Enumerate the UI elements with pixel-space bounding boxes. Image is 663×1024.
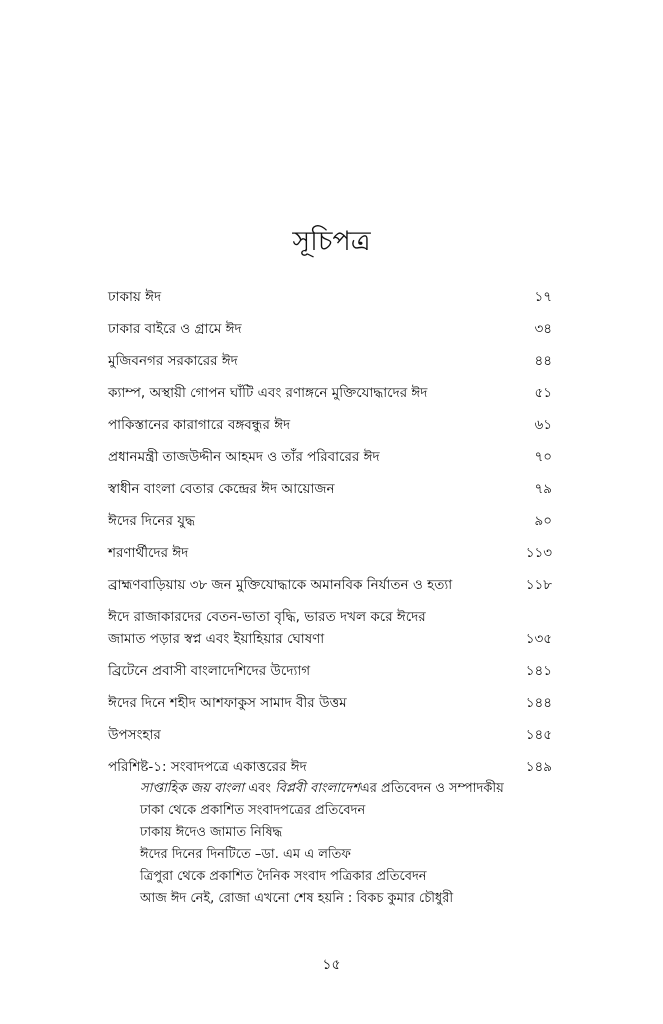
toc-entry-page: ১১৮ xyxy=(525,577,552,593)
toc-entry-title: ক্যাম্প, অস্থায়ী গোপন ঘাঁটি এবং রণাঙ্গনে মুক্তিযোদ্ধাদের ঈদ xyxy=(108,385,428,401)
table-of-contents xyxy=(108,286,552,910)
toc-entry-page: ১৪১ xyxy=(525,663,552,679)
toc-entry xyxy=(108,724,552,746)
toc-entry xyxy=(108,510,552,532)
appendix-conjunction: এবং xyxy=(244,781,276,796)
appendix-item-text: এর প্রতিবেদন ও সম্পাদকীয় xyxy=(359,781,504,796)
toc-entry-page: ৬১ xyxy=(534,417,552,433)
toc-entry-title: পরিশিষ্ট-১: সংবাদপত্রে একাত্তরের ঈদ xyxy=(108,759,307,775)
toc-entry-page: ৪৪ xyxy=(534,353,552,369)
appendix-item: ত্রিপুরা থেকে প্রকাশিত দৈনিক সংবাদ পত্রিকার প্রতিবেদন xyxy=(140,869,427,884)
page-title: সূচিপত্র xyxy=(292,226,371,257)
toc-entry-page: ১৪৯ xyxy=(525,759,552,775)
toc-entry xyxy=(108,606,552,650)
toc-entry-page: ১৭ xyxy=(534,289,552,305)
toc-entry xyxy=(108,574,552,596)
toc-entry-title: শরণার্থীদের ঈদ xyxy=(108,545,189,561)
toc-entry-title xyxy=(108,606,552,650)
publication-title: বিপ্লবী বাংলাদেশ xyxy=(275,781,360,796)
toc-entry xyxy=(108,660,552,682)
toc-entry xyxy=(108,318,552,340)
appendix-item: ঢাকায় ঈদেও জামাত নিষিদ্ধ xyxy=(140,825,283,840)
toc-entry xyxy=(108,478,552,500)
page-number: ১৫ xyxy=(322,957,341,973)
toc-entry-title: ঢাকায় ঈদ xyxy=(108,289,162,305)
toc-entry-title-line: ঈদে রাজাকারদের বেতন-ভাতা বৃদ্ধি, ভারত দখল করে ঈদের xyxy=(108,609,426,625)
toc-entry-page: ৯০ xyxy=(534,513,552,529)
appendix-item xyxy=(140,778,552,800)
toc-entry-title: প্রধানমন্ত্রী তাজউদ্দীন আহমদ ও তাঁর পরিবারের ঈদ xyxy=(108,449,380,465)
toc-entry-page: ৫১ xyxy=(534,385,552,401)
toc-entry-page: ৭০ xyxy=(534,449,552,465)
toc-entry xyxy=(108,542,552,564)
toc-entry-title: ব্রাহ্মণবাড়িয়ায় ৩৮ জন মুক্তিযোদ্ধাকে অমানবিক নির্যাতন ও হত্যা xyxy=(108,577,453,593)
toc-entry-title-line: জামাত পড়ার স্বপ্ন এবং ইয়াহিয়ার ঘোষণা xyxy=(108,631,325,647)
toc-entry-title: মুজিবনগর সরকারের ঈদ xyxy=(108,353,238,369)
toc-entry-page: ১৪৪ xyxy=(525,695,552,711)
appendix-item: আজ ঈদ নেই, রোজা এখনো শেষ হয়নি : বিকচ কুমার চৌধুরী xyxy=(140,891,454,906)
toc-entry xyxy=(108,414,552,436)
appendix-item: ঈদের দিনের দিনটিতে –ডা. এম এ লতিফ xyxy=(140,847,351,862)
toc-entry xyxy=(108,350,552,372)
toc-entry-title: ব্রিটেনে প্রবাসী বাংলাদেশিদের উদ্যোগ xyxy=(108,663,311,679)
toc-entry-page: ৩৪ xyxy=(534,321,552,337)
toc-entry xyxy=(108,446,552,468)
toc-entry-page: ১১৩ xyxy=(525,545,552,561)
toc-entry-title: পাকিস্তানের কারাগারে বঙ্গবন্ধুর ঈদ xyxy=(108,417,291,433)
toc-entry-page: ৭৯ xyxy=(534,481,552,497)
toc-entry-title: ঈদের দিনের যুদ্ধ xyxy=(108,513,195,529)
toc-entry-title: ঈদের দিনে শহীদ আশফাকুস সামাদ বীর উত্তম xyxy=(108,695,347,711)
toc-entry-appendix xyxy=(108,756,552,910)
toc-entry xyxy=(108,286,552,308)
toc-entry-page: ১৪৫ xyxy=(525,727,552,743)
toc-entry-title: উপসংহার xyxy=(108,727,161,743)
toc-entry-title: ঢাকার বাইরে ও গ্রামে ঈদ xyxy=(108,321,242,337)
appendix-item: ঢাকা থেকে প্রকাশিত সংবাদপত্রের প্রতিবেদন xyxy=(140,803,366,818)
toc-entry xyxy=(108,692,552,714)
appendix-sublist xyxy=(108,778,552,910)
publication-title: সাপ্তাহিক জয় বাংলা xyxy=(140,781,245,796)
toc-entry xyxy=(108,382,552,404)
toc-entry-title: স্বাধীন বাংলা বেতার কেন্দ্রের ঈদ আয়োজন xyxy=(108,481,335,497)
toc-entry-page: ১৩৫ xyxy=(525,631,552,647)
